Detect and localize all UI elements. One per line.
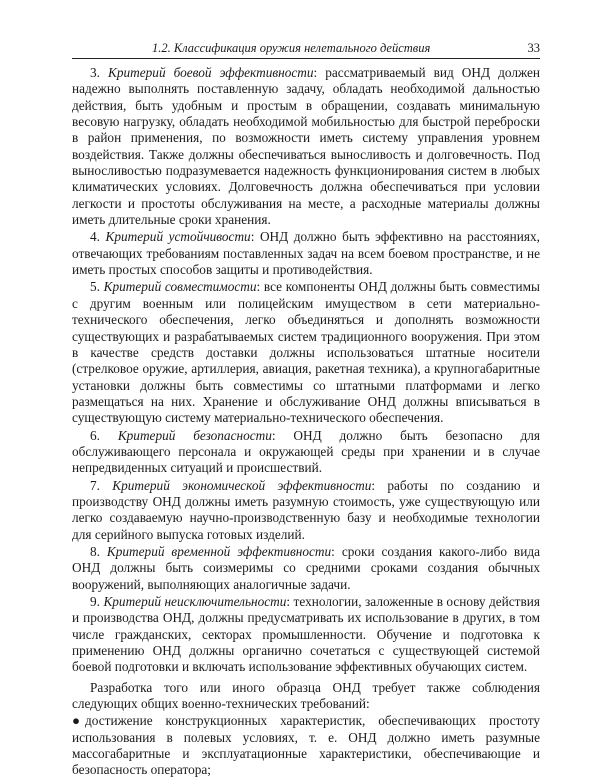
criterion-paragraph <box>72 229 540 278</box>
criterion-separator: : <box>250 229 260 245</box>
criterion-term: Критерий неисключительности <box>103 594 287 609</box>
criterion-paragraph <box>72 544 540 593</box>
criterion-term: Критерий экономической эффективности <box>112 477 372 493</box>
criterion-paragraph <box>72 478 540 543</box>
criterion-separator: : <box>271 427 294 443</box>
running-header <box>72 40 540 59</box>
criterion-term: Критерий безопасности <box>117 427 272 443</box>
criterion-number: 7. <box>90 477 100 493</box>
criterion-term: Критерий временной эффективности <box>106 543 332 559</box>
criterion-separator: : <box>313 65 326 80</box>
criterion-term: Критерий совместимости <box>103 279 257 295</box>
criterion-paragraph <box>72 594 540 676</box>
list-item-text: достижение конструкционных характеристик, обеспечивающих простоту использования в полевых условиях, т. е. ОНД должно иметь разумные массогабаритные и эксплуатационные характеристики, обеспечивающие и безопасность оператора; <box>72 713 540 778</box>
criterion-number: 4. <box>90 229 100 245</box>
criterion-paragraph <box>72 279 540 426</box>
criterion-number: 9. <box>90 594 100 609</box>
criterion-separator: : <box>286 594 294 609</box>
criterion-paragraph <box>72 65 540 228</box>
chapter-title: 1.2. Классификация оружия нелетального действия <box>152 41 431 55</box>
criterion-number: 6. <box>90 427 100 443</box>
criterion-text: сроки создания какого-либо вида ОНД должны быть соизмеримы со средними сроками создания обычных вооружений, выполняющих аналогичные задачи. <box>72 543 540 592</box>
criterion-number: 3. <box>90 65 100 80</box>
criterion-text: технологии, заложенные в основу действия и производства ОНД, должны предусматривать их использование в других, в том числе гражданских, секторах промышленности. Обучение и подготовка к применению ОНД должны органично сочетаться с существующей системой боевой подготовки и включать использование эффективных обучающих систем. <box>72 594 540 675</box>
list-item <box>72 713 540 778</box>
criterion-text: работы по созданию и производству ОНД должны иметь разумную стоимость, уже существующую или легко создаваемую научно-производственную базу и необходимые технологии для серийного выпуска готовых изделий. <box>72 477 540 542</box>
page-body <box>72 65 540 779</box>
criterion-text: ОНД должно быть эффективно на расстояниях, отвечающих требованиям поставленных задач на всем боевом пространстве, и не иметь простых способов защиты и противодействия. <box>72 229 540 278</box>
book-page <box>72 40 540 779</box>
criterion-term: Критерий боевой эффективности <box>108 65 314 80</box>
criterion-text: все компоненты ОНД должны быть совместимы с другим военным или полицейским имуществом в сети материально-технического обеспечения, легко объединяться и дополнять возможности существующих и разрабатываемых систем традиционного вооружения. При этом в качестве средств доставки должны использоваться штатные носители (стрелковое оружие, артиллерия, авиация, ракетная техника), а крупногабаритные установки должны быть совместимы со штатными платформами и легко размещаться на них. Хранение и обслуживание ОНД должны вписываться в существующую систему материально-технического обеспечения. <box>72 279 540 426</box>
criterion-paragraph <box>72 428 540 477</box>
criterion-text: рассматриваемый вид ОНД должен надежно выполнять поставленную задачу, обладать необходимой дальностью действия, быть удобным и простым в обращении, создавать минимальную весовую нагрузку, обладать необходимой мобильностью для быстрой переброски в район применения, по возможности иметь систему управления уровнем воздействия. Также должны обеспечиваться выносливость и долговечность. Под выносливостью подразумевается надежность функционирования систем в любых климатических условиях. Долговечность должна обеспечиваться при условии легкости и простоты обслуживания на месте, а расходные материалы должны иметь длительные сроки хранения. <box>72 65 540 228</box>
bullet-icon: ● <box>72 713 81 729</box>
criterion-text: ОНД должно быть безопасно для обслуживающего персонала и окружающей среды при хранении и в случае непредвиденных ситуаций и происшествий. <box>72 427 540 476</box>
criterion-separator: : <box>256 279 264 295</box>
criterion-separator: : <box>371 477 388 493</box>
requirements-intro: Разработка того или иного образца ОНД требует также соблюдения следующих общих военно-технических требований: <box>72 679 540 712</box>
criterion-number: 5. <box>90 279 100 295</box>
criterion-separator: : <box>331 543 342 559</box>
criterion-term: Критерий устойчивости <box>105 229 251 245</box>
page-number: 33 <box>527 41 540 55</box>
criterion-number: 8. <box>90 543 100 559</box>
